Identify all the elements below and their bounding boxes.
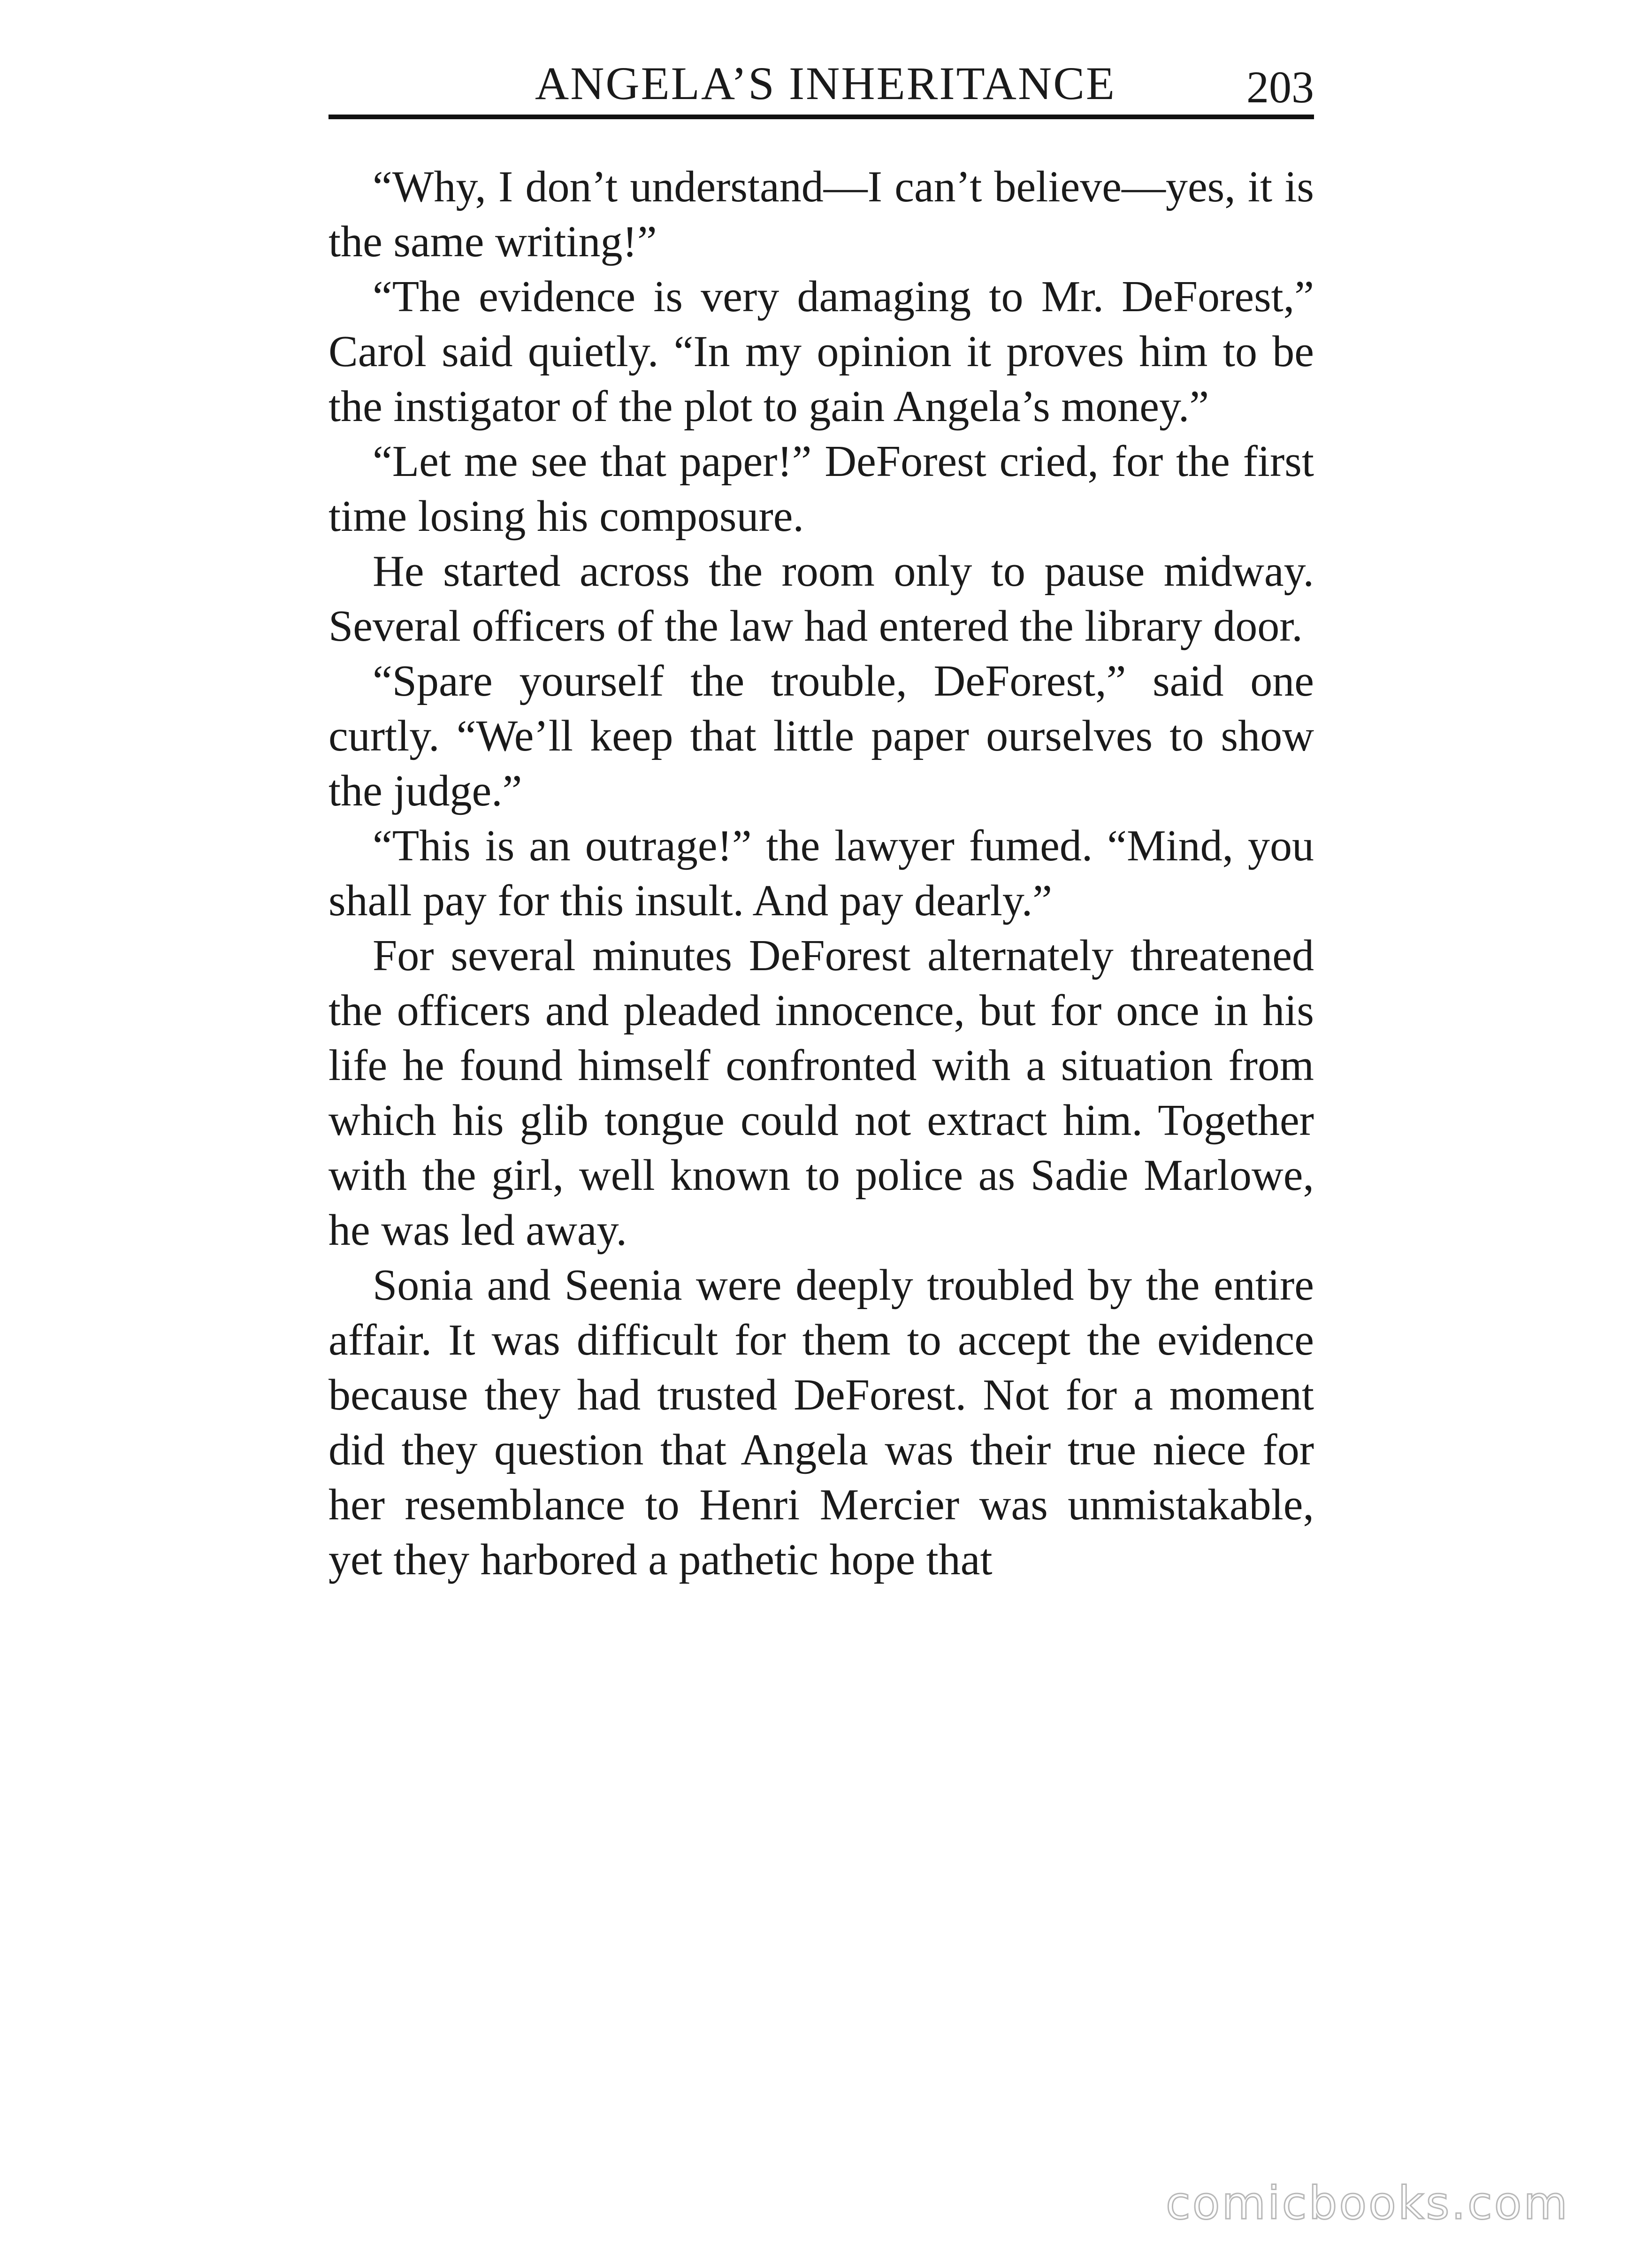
paragraph: “Why, I don’t understand—I can’t believe—yes, it is the same writing!” bbox=[329, 162, 1314, 266]
paragraph: “Let me see that paper!” DeForest cried, for the first time losing his composure. bbox=[329, 437, 1314, 541]
page-number: 203 bbox=[1246, 62, 1314, 112]
running-title: ANGELA’S INHERITANCE bbox=[535, 57, 1116, 109]
paragraph: “Spare yourself the trouble, DeForest,” said one curtly. “We’ll keep that little paper ourselves to show the judge.” bbox=[329, 657, 1314, 815]
watermark: comicbooks.com bbox=[1165, 2177, 1569, 2230]
paragraph: For several minutes DeForest alternately threatened the officers and pleaded innocence, but for once in his life he found himself confronted with a situation from which his glib tongue could not extract him. Together with the girl, well known to police as Sadie Marlowe, he was led away. bbox=[329, 931, 1314, 1255]
page-header bbox=[329, 56, 1314, 131]
paragraph: He started across the room only to pause midway. Several officers of the law had entered the library door. bbox=[329, 547, 1314, 651]
paragraph: “This is an outrage!” the lawyer fumed. “Mind, you shall pay for this insult. And pay dearly.” bbox=[329, 821, 1314, 925]
paragraph: Sonia and Seenia were deeply troubled by the entire affair. It was difficult for them to accept the evidence because they had trusted DeForest. Not for a moment did they question that Angela was their true niece for her resemblance to Henri Mercier was unmistakable, yet they harbored a pathetic hope that bbox=[329, 1261, 1314, 1584]
paragraph: “The evidence is very damaging to Mr. DeForest,” Carol said quietly. “In my opinion it proves him to be the instigator of the plot to gain Angela’s money.” bbox=[329, 272, 1314, 431]
body-text bbox=[329, 160, 1314, 1587]
header-rule bbox=[329, 115, 1314, 119]
